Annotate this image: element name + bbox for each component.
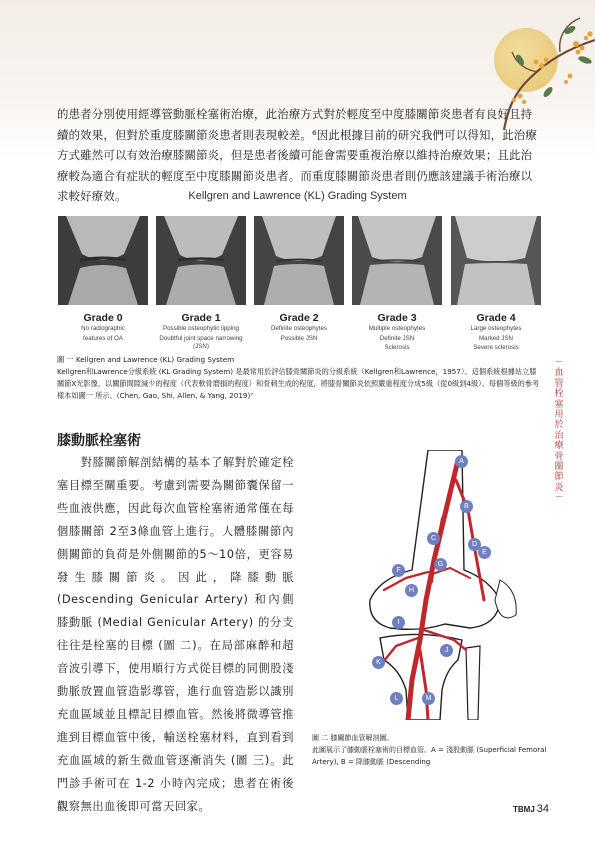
figure-2-caption-body: 此圖展示了膝動脈栓塞術的目標血管。A = 淺股動脈 (Superficial Femoral Artery), B = 降膝動脈 (Descending [312,746,547,766]
grade-label-1: Grade 1 Possible osteophytic lipping Doubtful joint space narrowing (JSN) [159,312,243,350]
page-footer [513,803,549,815]
kl-figure-title: Kellgren and Lawrence (KL) Grading System [188,190,407,202]
kl-grading-figure [58,216,541,366]
section-heading: 膝動脈栓塞術 [57,433,141,449]
figure-1-caption-title: 圖 一 Kellgren and Lawrence (KL) Grading System [57,355,235,364]
artery-label-h: H [405,584,418,597]
intro-paragraph: 的患者分別使用經導管動脈栓塞術治療，此治療方式對於輕度至中度膝關節炎患者有良好且持續的效果，但對於重度膝關節炎患者則表現較差。⁶因此根據目前的研究我們可以得知，此治療方式雖然可以有效治療膝關節炎，但是患者後續可能會需要重複治療以維持治療效果；且此治療較為適合有症狀的輕度至中度膝關節炎患者。而重度膝關節炎患者則仍應該建議手術治療以求較好療效。 [57,107,537,203]
artery-label-j: J [440,644,453,657]
journal-name: TBMJ [513,805,535,814]
artery-label-f: F [392,564,405,577]
grade-label-0: Grade 0 No radiographic features of OA [81,312,125,342]
grade-label-2: Grade 2 Definite osteophytes Possible JSN [270,312,328,342]
xray-grade-2 [254,216,344,305]
artery-labels [350,450,535,720]
xray-grade-3 [352,216,442,305]
figure-2-caption-title: 圖 二 膝關節血管解剖圖。 [312,734,394,742]
figure-2-caption [312,732,552,768]
page-number: 34 [536,803,550,815]
xray-grade-4 [451,216,541,305]
section-body: 對膝關節解剖結構的基本了解對於確定栓塞目標至關重要。考慮到需要為關節囊保留一些血液供應，因此每次血管栓塞術通常僅在每個膝關節 2至3條血管上進行。人體膝關節內側關節的負荷是外側關節的5～10倍，更容易發生膝關節炎。因此，降膝動脈 (Descending Genicular Artery) 和內側膝動脈 (Medial Genicular Artery) 的分支往往是栓塞的目標 (圖 二)。在局部麻醉和超音波引導下，使用順行方式從目標的同側股淺動脈放置血管造影導管，進行血管造影以識別充血區域並且標記目標血管。然後將微導管推進到目標血管中後，輸送栓塞材料，直到看到充血區域的新生微血管逐漸消失 (圖 三)。此門診手術可在 1-2 小時內完成；患者在術後觀察無出血後即可當天回家。 [57,456,294,813]
artery-label-l: L [390,692,403,705]
artery-label-m: M [422,692,435,705]
artery-label-c: C [427,532,440,545]
figure-1-caption-body: Kellgren和Lawrence分級系統 (KL Grading System) 是最常用於評估膝骨關節炎的分級系統（Kellgren和Lawrence，1957）。這個系統根據站立膝關節X光影像，以關節間隙減少的程度（代表軟骨磨損的程度）和骨刺生成的程度，將膝骨關節炎依照嚴重程度分成5級（從0級到4級）。每個等級的參考樣本如圖一 所示。(Chen, Gao, Shi, Allen, & Yang, 2019)⁷ [57,367,540,400]
artery-label-k: K [372,656,385,669]
xray-grade-1 [156,216,246,305]
artery-label-i: I [392,616,405,629]
side-running-title: －血管栓塞用於治療骨關節炎－ [554,358,564,504]
artery-label-d: D [468,538,481,551]
artery-label-g: G [434,558,447,571]
artery-label-a: A [455,455,468,468]
artery-label-e: E [478,546,491,559]
grade-label-4: Grade 4 Large osteophytes Marked JSN Severe sclerosis [470,312,522,351]
xray-grade-0 [58,216,148,305]
artery-label-b: B [460,500,473,513]
figure-1-caption [57,354,543,402]
grade-label-3: Grade 3 Multiple osteophytes Definite JSN Sclerosis [368,312,426,351]
